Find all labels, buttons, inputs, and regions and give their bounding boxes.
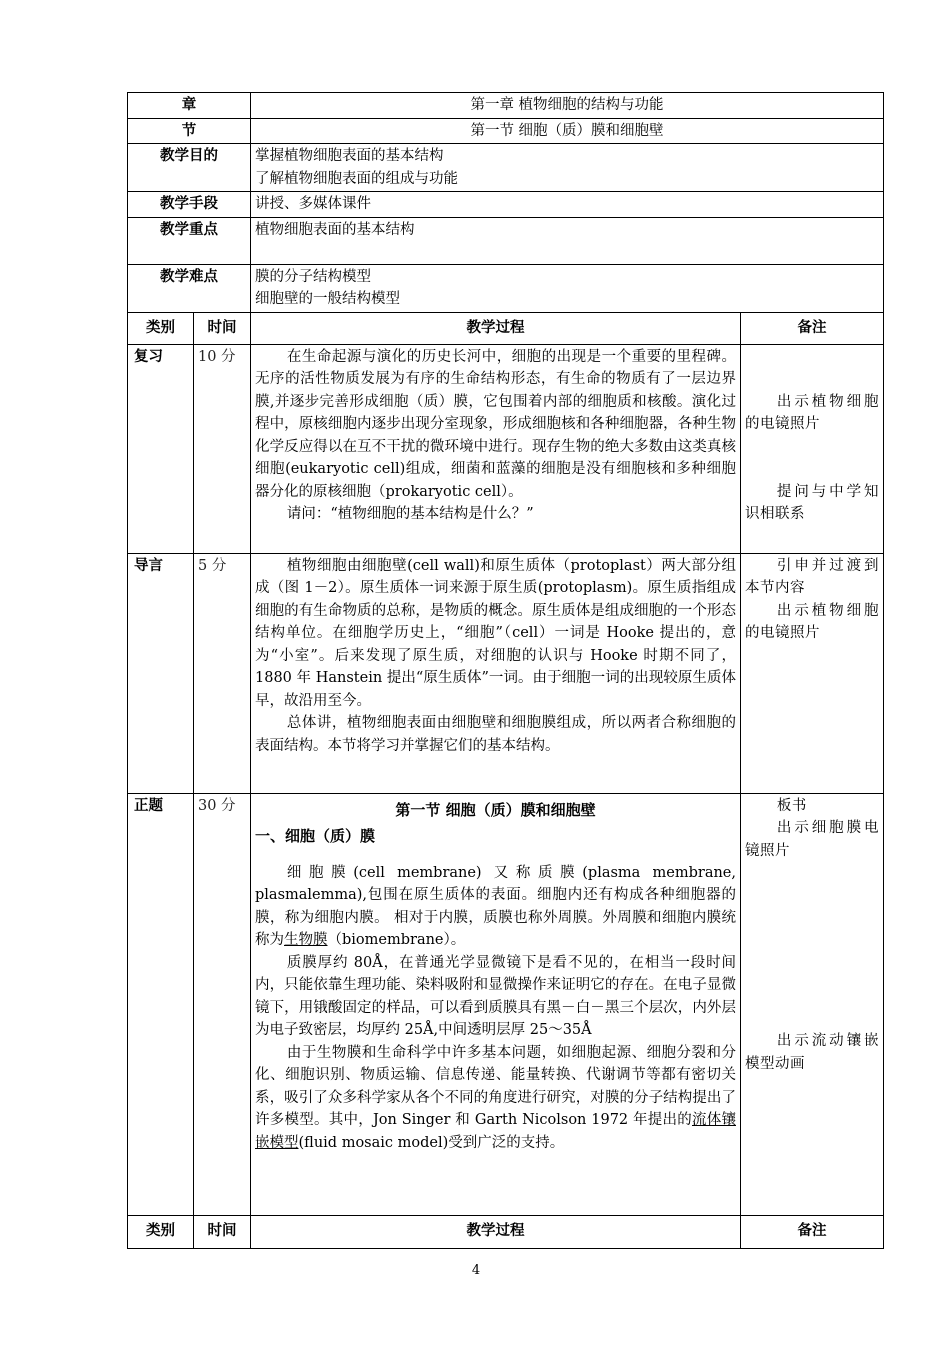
- section-row: [128, 118, 884, 144]
- main-category: 正题: [128, 793, 194, 1215]
- main-p3-text-a: 由于生物膜和生命科学中许多基本问题，如细胞起源、细胞分裂和分化、细胞识别、物质运输、信息传递、能量转换、代谢调节等都有密切关系，吸引了众多科学家从各个不同的角度进行研究，对膜的分子结构提出了许多模型。其中，Jon Singer 和 Garth Nicolson 1972 年提出的: [255, 1044, 736, 1128]
- difficulty-value: [251, 264, 884, 312]
- review-row: [128, 344, 884, 553]
- difficulty-line-2: 细胞壁的一般结构模型: [255, 291, 400, 307]
- intro-paragraph-2: 总体讲，植物细胞表面由细胞壁和细胞膜组成，所以两者合称细胞的表面结构。本节将学习并掌握它们的基本结构。: [255, 715, 736, 754]
- intro-process: [251, 553, 741, 793]
- goal-label: 教学目的: [128, 144, 251, 192]
- key-row: [128, 217, 884, 264]
- column-footer-row: [128, 1215, 884, 1248]
- chapter-row: [128, 93, 884, 119]
- means-row: [128, 192, 884, 218]
- means-label: 教学手段: [128, 192, 251, 218]
- review-note-1: 出示植物细胞的电镜照片: [745, 393, 880, 432]
- main-note-3: 出示流动镶嵌模型动画: [745, 1033, 880, 1072]
- col-process: 教学过程: [251, 312, 741, 344]
- footer-col-process: 教学过程: [251, 1215, 741, 1248]
- main-note-1: 板书: [776, 797, 807, 814]
- col-notes: 备注: [741, 312, 884, 344]
- main-p1-text-a: 细胞膜(cell membrane) 又称质膜(plasma membrane, plasmalemma),包围在原生质体的表面。细胞内还有构成各种细胞器的膜，称为细胞内膜。 相对于内膜，质膜也称外周膜。外周膜和细胞内膜统称为: [255, 864, 736, 948]
- intro-note-1: 引申并过渡到本节内容: [745, 557, 880, 596]
- review-time: 10 分: [194, 344, 251, 553]
- goal-line-2: 了解植物细胞表面的组成与功能: [255, 170, 458, 187]
- main-note-2: 出示细胞膜电镜照片: [745, 820, 880, 859]
- goal-row: [128, 144, 884, 192]
- main-subtitle: 一、细胞（质）膜: [255, 827, 376, 845]
- footer-col-time: 时间: [194, 1215, 251, 1248]
- main-process: [251, 793, 741, 1215]
- intro-category: 导言: [128, 553, 194, 793]
- review-paragraph-2: 请问：“植物细胞的基本结构是什么？”: [286, 506, 534, 522]
- main-paragraph-3: [255, 1042, 736, 1155]
- difficulty-label: 教学难点: [128, 264, 251, 312]
- biomembrane-term: 生物膜: [284, 932, 328, 948]
- goal-line-1: 掌握植物细胞表面的基本结构: [255, 148, 444, 164]
- intro-note-2: 出示植物细胞的电镜照片: [745, 602, 880, 641]
- col-category: 类别: [128, 312, 194, 344]
- means-value: 讲授、多媒体课件: [251, 192, 884, 218]
- column-header-row: [128, 312, 884, 344]
- intro-paragraph-1: 植物细胞由细胞壁(cell wall)和原生质体（protoplast）两大部分组成（图 1－2）。原生质体一词来源于原生质(protoplasm)。原生质指组成细胞的有生命物质的总称，是物质的概念。原生质体是组成细胞的一个形态结构单位。在细胞学历史上，“细胞”（cell）一词是 Hooke 提出的，意为“小室”。后来发现了原生质，对细胞的认识与 Hooke 时期不同了， 1880 年 Hanstein 提出“原生质体”一词。由于细胞一词的出现较原生质体早，故沿用至今。: [255, 557, 736, 709]
- key-value: 植物细胞表面的基本结构: [251, 217, 884, 264]
- chapter-value: 第一章 植物细胞的结构与功能: [251, 93, 884, 119]
- review-notes: [741, 344, 884, 553]
- page-number: 4: [471, 1263, 481, 1278]
- intro-notes: [741, 553, 884, 793]
- main-time: 30 分: [194, 793, 251, 1215]
- intro-time: 5 分: [194, 553, 251, 793]
- key-label: 教学重点: [128, 217, 251, 264]
- goal-value: [251, 144, 884, 192]
- main-p1-text-b: （biomembrane）。: [327, 932, 466, 948]
- main-row: [128, 793, 884, 1215]
- main-paragraph-1: [255, 862, 736, 952]
- main-notes: [741, 793, 884, 1215]
- lesson-plan-table: [127, 92, 884, 1249]
- main-paragraph-2: 质膜厚约 80Å，在普通光学显微镜下是看不见的，在相当一段时间内，只能依靠生理功能、染料吸附和显微操作来证明它的存在。在电子显微镜下，用锇酸固定的样品，可以看到质膜具有黑－白－黑三个层次，内外层为电子致密层，均厚约 25Å,中间透明层厚 25～35Å: [255, 954, 736, 1038]
- section-label: 节: [128, 118, 251, 144]
- review-paragraph-1: 在生命起源与演化的历史长河中，细胞的出现是一个重要的里程碑。无序的活性物质发展为有序的生命结构形态，有生命的物质有了一层边界膜,并逐步完善形成细胞（质）膜，它包围着内部的细胞质和核酸。演化过程中，原核细胞内逐步出现分室现象，形成细胞核和各种细胞器，各种生物化学反应得以在互不干扰的微环境中进行。现存生物的绝大多数由这类真核细胞(eukaryotic cell)组成，细菌和蓝藻的细胞是没有细胞核和多种细胞器分化的原核细胞（prokaryotic cell）。: [255, 348, 736, 500]
- review-note-2: 提问与中学知识相联系: [745, 483, 880, 522]
- main-p3-text-b: (fluid mosaic model)受到广泛的支持。: [298, 1134, 565, 1151]
- section-value: 第一节 细胞（质）膜和细胞壁: [251, 118, 884, 144]
- footer-col-notes: 备注: [741, 1215, 884, 1248]
- fluid-mosaic-term: 流体镶嵌模型: [255, 1112, 736, 1151]
- difficulty-line-1: 膜的分子结构模型: [255, 268, 371, 285]
- difficulty-row: [128, 264, 884, 312]
- main-title: 第一节 细胞（质）膜和细胞壁: [395, 800, 596, 819]
- chapter-label: 章: [128, 93, 251, 119]
- intro-row: [128, 553, 884, 793]
- col-time: 时间: [194, 312, 251, 344]
- review-process: [251, 344, 741, 553]
- review-category: 复习: [128, 344, 194, 553]
- footer-col-category: 类别: [128, 1215, 194, 1248]
